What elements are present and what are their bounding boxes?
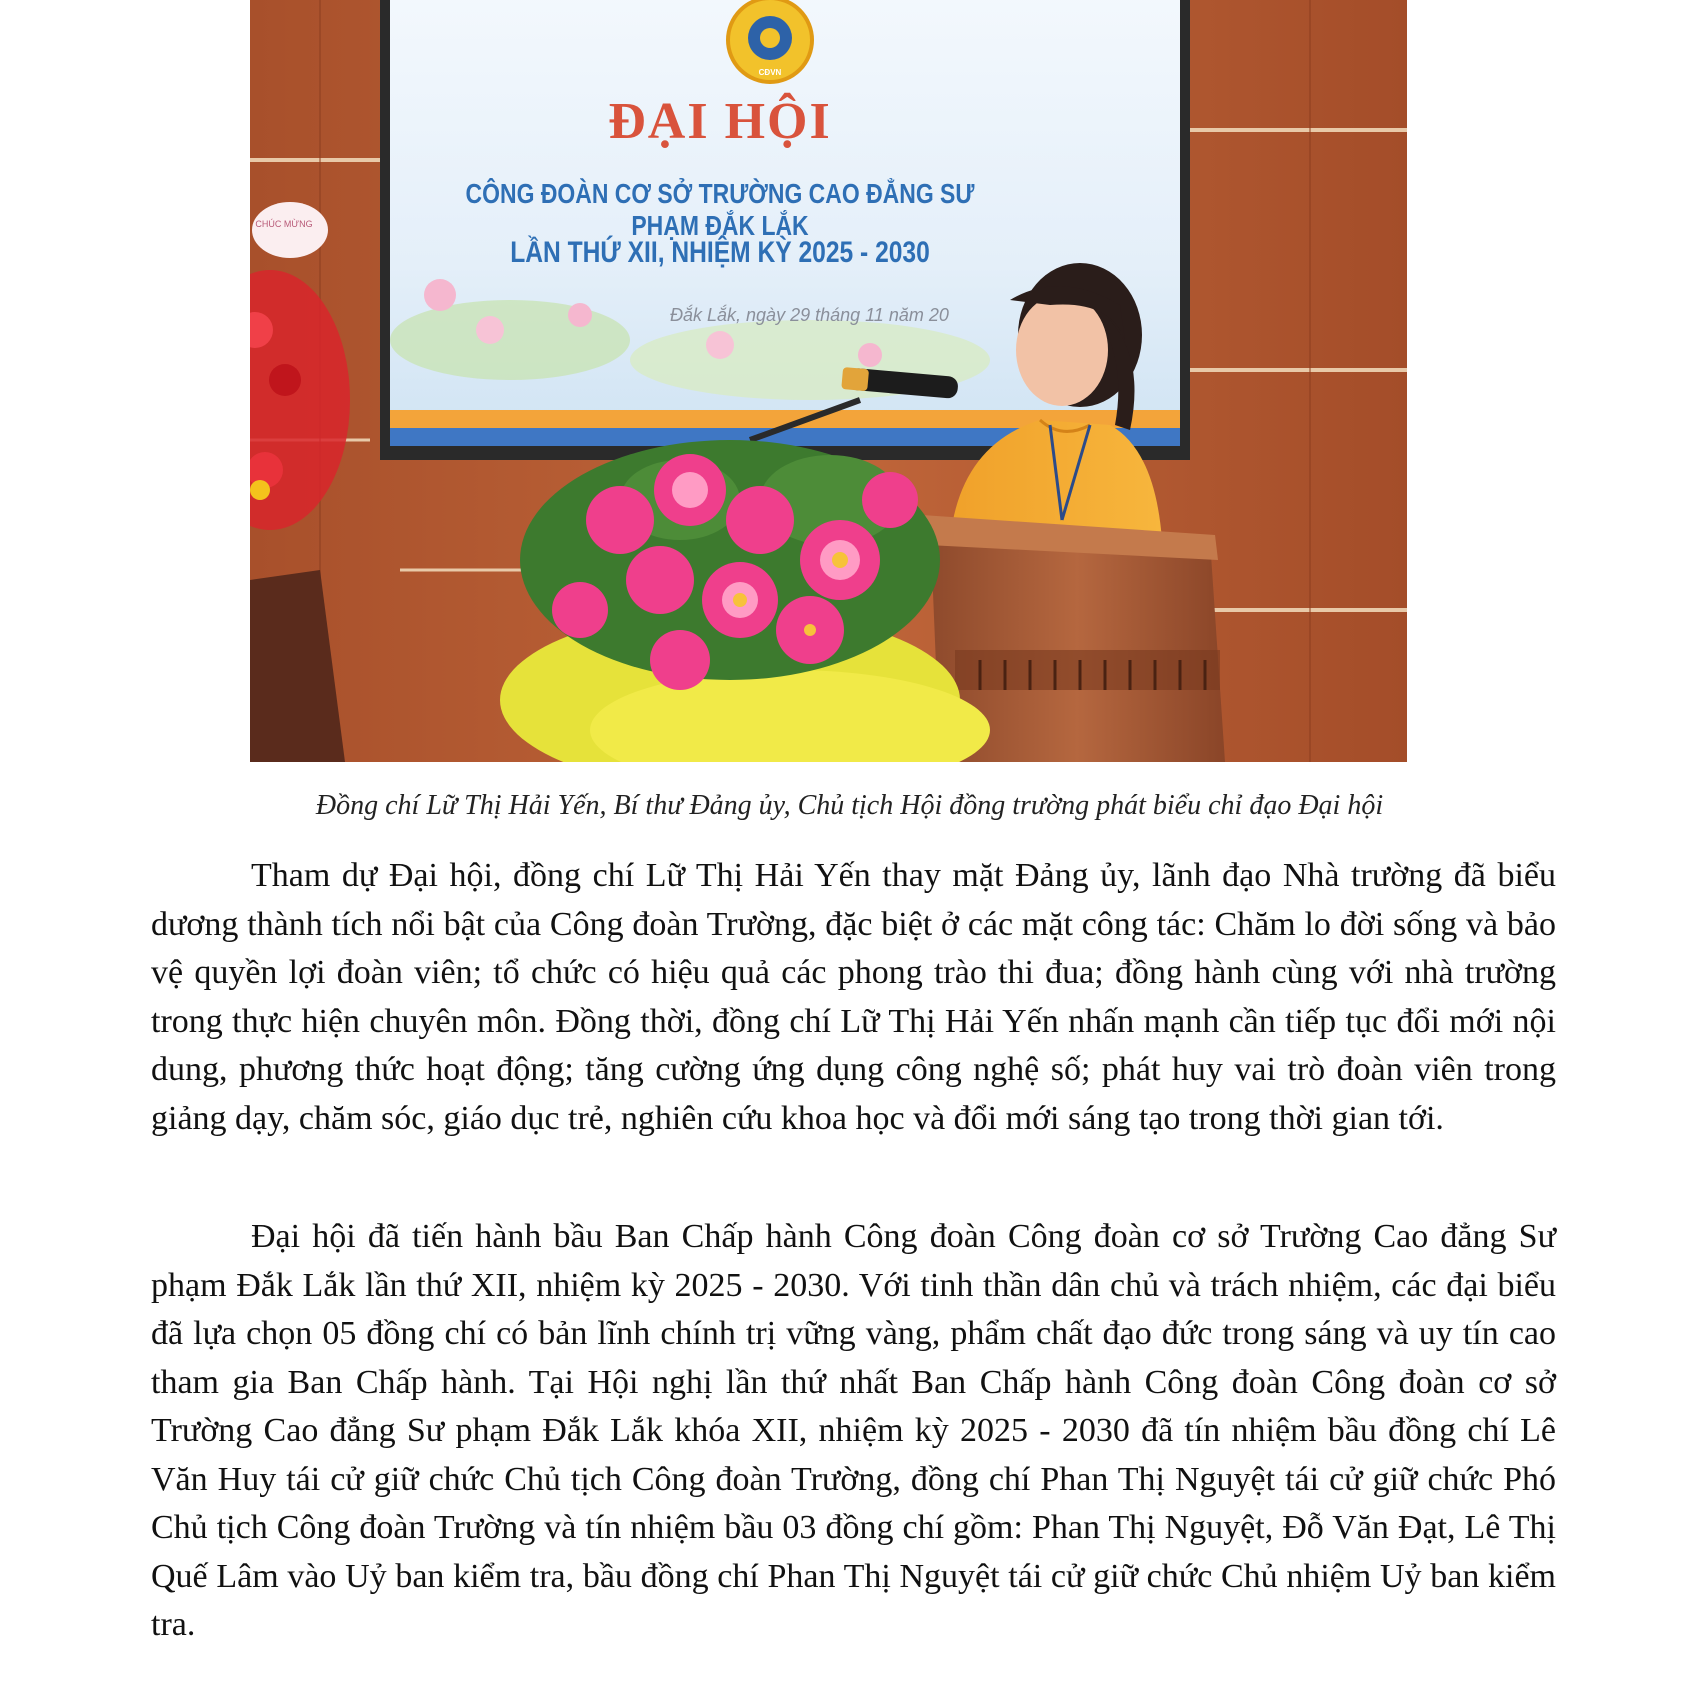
screen-heading: ĐẠI HỘI — [608, 93, 832, 150]
screen-date: Đắk Lắk, ngày 29 tháng 11 năm 20 — [670, 305, 949, 325]
paragraph-election: Đại hội đã tiến hành bầu Ban Chấp hành Công đoàn Công đoàn cơ sở Trường Cao đẳng Sư phạm Đắk Lắk lần thứ XII, nhiệm kỳ 2025 - 2030. Với tinh thần dân chủ và trách nhiệm, các đại biểu đã lựa chọn 05 đồng chí có bản lĩnh chính trị vững vàng, phẩm chất đạo đức trong sáng và uy tín cao tham gia Ban Chấp hành. Tại Hội nghị lần thứ nhất Ban Chấp hành Công đoàn Công đoàn cơ sở Trường Cao đẳng Sư phạm Đắk Lắk khóa XII, nhiệm kỳ 2025 - 2030 đã tín nhiệm bầu đồng chí Lê Văn Huy tái cử giữ chức Chủ tịch Công đoàn Trường, đồng chí Phan Thị Nguyệt tái cử giữ chức Phó Chủ tịch Công đoàn Trường và tín nhiệm bầu 03 đồng chí gồm: Phan Thị Nguyệt, Đỗ Văn Đạt, Lê Thị Quế Lâm vào Uỷ ban kiểm tra, bầu đồng chí Phan Thị Nguyệt tái cử giữ chức Chủ nhiệm Uỷ ban kiểm tra. — [151, 1218, 1556, 1643]
union-logo-text: CĐVN — [758, 68, 782, 77]
flower-sign-text: CHÚC MỪNG — [255, 219, 313, 229]
paragraph-speech: Tham dự Đại hội, đồng chí Lữ Thị Hải Yến thay mặt Đảng ủy, lãnh đạo Nhà trường đã biểu dương thành tích nổi bật của Công đoàn Trường, đặc biệt ở các mặt công tác: Chăm lo đời sống và bảo vệ quyền lợi đoàn viên; tổ chức có hiệu quả các phong trào thi đua; đồng hành cùng với nhà trường trong thực hiện chuyên môn. Đồng thời, đồng chí Lữ Thị Hải Yến nhấn mạnh cần tiếp tục đổi mới nội dung, phương thức hoạt động; tăng cường ứng dụng công nghệ số; phát huy vai trò đoàn viên trong giảng dạy, chăm sóc, giáo dục trẻ, nghiên cứu khoa học và đổi mới sáng tạo trong thời gian tới. — [151, 857, 1556, 1137]
screen-term: LẦN THỨ XII, NHIỆM KỲ 2025 - 2030 — [510, 236, 930, 269]
event-photo — [250, 0, 1407, 762]
photo-caption: Đồng chí Lữ Thị Hải Yến, Bí thư Đảng ủy, Chủ tịch Hội đồng trường phát biểu chỉ đạo Đại hội — [315, 790, 1384, 821]
screen-subtitle: CÔNG ĐOÀN CƠ SỞ TRƯỜNG CAO ĐẲNG SƯ PHẠM ĐẮK LẮK — [465, 178, 975, 241]
